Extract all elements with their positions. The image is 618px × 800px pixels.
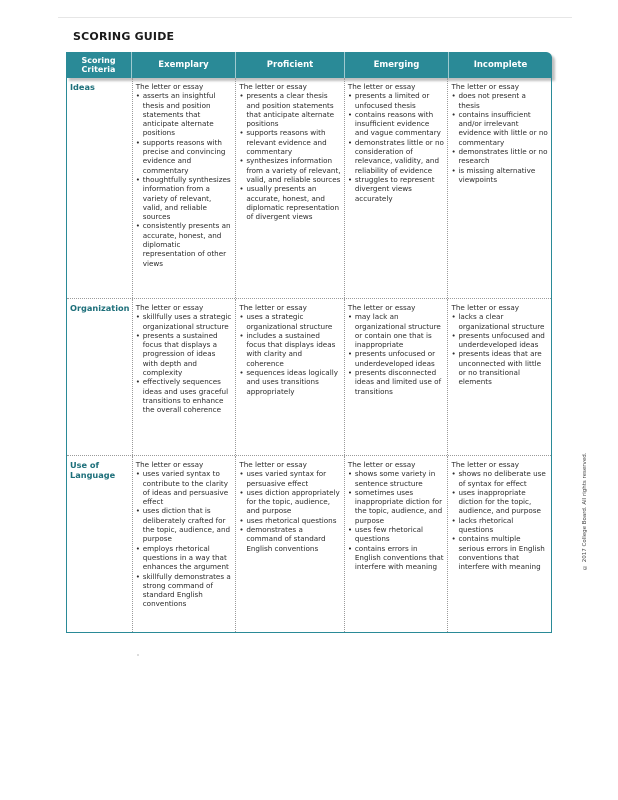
list-item: • presents unfocused or underdeveloped ideas bbox=[348, 349, 445, 368]
cell-exemplary bbox=[132, 78, 236, 298]
list-item: • effectively sequences ideas and uses graceful transitions to enhance the overall coherence bbox=[136, 377, 233, 414]
list-item: • uses diction that is deliberately crafted for the topic, audience, and purpose bbox=[136, 506, 233, 543]
criteria-list bbox=[451, 312, 548, 386]
list-item: • supports reasons with relevant evidence and commentary bbox=[239, 128, 341, 156]
criteria-list bbox=[239, 469, 341, 553]
list-item: • is missing alternative viewpoints bbox=[451, 166, 548, 185]
list-item: • sequences ideas logically and uses transitions appropriately bbox=[239, 368, 341, 396]
rubric-row bbox=[67, 455, 551, 632]
criteria-list bbox=[348, 91, 445, 203]
cell-lead-text: The letter or essay bbox=[135, 82, 204, 91]
list-item: • demonstrates little or no research bbox=[451, 147, 548, 166]
header-scoring-criteria: Scoring Criteria bbox=[81, 56, 116, 74]
cell-incomplete bbox=[447, 299, 551, 455]
cell-lead-text: The letter or essay bbox=[347, 460, 416, 469]
list-item: • sometimes uses inappropriate diction for the topic, audience, and purpose bbox=[348, 488, 445, 525]
list-item: • shows no deliberate use of syntax for effect bbox=[451, 469, 548, 488]
cell-incomplete bbox=[447, 456, 551, 632]
cell-lead-text: The letter or essay bbox=[135, 303, 204, 312]
criteria-list bbox=[136, 312, 233, 414]
cell-exemplary bbox=[132, 456, 236, 632]
list-item: • presents a limited or unfocused thesis bbox=[348, 91, 445, 110]
criteria-list bbox=[239, 91, 341, 221]
cell-exemplary bbox=[132, 299, 236, 455]
scoring-rubric bbox=[66, 52, 552, 633]
cell-lead-text: The letter or essay bbox=[347, 303, 416, 312]
cell-lead-text: The letter or essay bbox=[135, 460, 204, 469]
cell-lead-text: The letter or essay bbox=[347, 82, 416, 91]
criteria-list bbox=[239, 312, 341, 396]
criteria-list bbox=[136, 91, 233, 268]
list-item: • supports reasons with precise and convincing evidence and commentary bbox=[136, 138, 233, 175]
list-item: • presents ideas that are unconnected with little or no transitional elements bbox=[451, 349, 548, 386]
list-item: • uses varied syntax for persuasive effect bbox=[239, 469, 341, 488]
list-item: • contains errors in English conventions that interfere with meaning bbox=[348, 544, 445, 572]
header-proficient: Proficient bbox=[235, 52, 344, 78]
list-item: • uses inappropriate diction for the topic, audience, and purpose bbox=[451, 488, 548, 516]
list-item: • asserts an insightful thesis and position statements that anticipate alternate positions bbox=[136, 91, 233, 137]
rubric-row bbox=[67, 298, 551, 455]
list-item: • presents disconnected ideas and limited use of transitions bbox=[348, 368, 445, 396]
rubric-row bbox=[67, 78, 551, 298]
list-item: • uses varied syntax to contribute to the clarity of ideas and persuasive effect bbox=[136, 469, 233, 506]
page-mark bbox=[137, 654, 139, 656]
header-emerging: Emerging bbox=[344, 52, 448, 78]
list-item: • demonstrates little or no consideration of relevance, validity, and reliability of evidence bbox=[348, 138, 445, 175]
list-item: • presents a sustained focus that displays a progression of ideas with depth and complexity bbox=[136, 331, 233, 377]
list-item: • uses diction appropriately for the topic, audience, and purpose bbox=[239, 488, 341, 516]
criteria-label: Use of Language bbox=[70, 460, 116, 480]
list-item: • includes a sustained focus that displays ideas with clarity and coherence bbox=[239, 331, 341, 368]
cell-emerging bbox=[344, 78, 448, 298]
list-item: • usually presents an accurate, honest, and diplomatic representation of divergent views bbox=[239, 184, 341, 221]
list-item: • lacks rhetorical questions bbox=[451, 516, 548, 535]
cell-emerging bbox=[344, 456, 448, 632]
page-title: SCORING GUIDE bbox=[73, 30, 175, 43]
cell-lead-text: The letter or essay bbox=[239, 82, 307, 91]
list-item: • synthesizes information from a variety of relevant, valid, and reliable sources bbox=[239, 156, 341, 184]
criteria-list bbox=[348, 312, 445, 396]
criteria-list bbox=[451, 91, 548, 184]
list-item: • demonstrates a command of standard English conventions bbox=[239, 525, 341, 553]
criteria-list bbox=[451, 469, 548, 571]
cell-emerging bbox=[344, 299, 448, 455]
header-incomplete: Incomplete bbox=[448, 52, 552, 78]
cell-proficient bbox=[235, 78, 344, 298]
criteria-list bbox=[348, 469, 445, 571]
top-rule bbox=[58, 17, 572, 18]
list-item: • does not present a thesis bbox=[451, 91, 548, 110]
criteria-label: Ideas bbox=[70, 82, 95, 92]
cell-lead-text: The letter or essay bbox=[239, 460, 307, 469]
cell-proficient bbox=[235, 456, 344, 632]
criteria-label: Organization bbox=[70, 303, 130, 313]
list-item: • skillfully demonstrates a strong command of standard English conventions bbox=[136, 572, 233, 609]
criteria-list bbox=[136, 469, 233, 608]
rubric-header bbox=[66, 52, 552, 78]
cell-lead-text: The letter or essay bbox=[451, 460, 520, 469]
cell-lead-text: The letter or essay bbox=[451, 303, 520, 312]
list-item: • shows some variety in sentence structure bbox=[348, 469, 445, 488]
cell-incomplete bbox=[447, 78, 551, 298]
header-exemplary: Exemplary bbox=[131, 52, 235, 78]
rubric-body bbox=[66, 78, 552, 633]
list-item: • may lack an organizational structure or contain one that is inappropriate bbox=[348, 312, 445, 349]
cell-proficient bbox=[235, 299, 344, 455]
list-item: • contains insufficient and/or irrelevant evidence with little or no commentary bbox=[451, 110, 548, 147]
list-item: • lacks a clear organizational structure bbox=[451, 312, 548, 331]
list-item: • uses few rhetorical questions bbox=[348, 525, 445, 544]
list-item: • thoughtfully synthesizes information from a variety of relevant, valid, and reliable sources bbox=[136, 175, 233, 221]
list-item: • uses rhetorical questions bbox=[239, 516, 341, 525]
list-item: • contains multiple serious errors in English conventions that interfere with meaning bbox=[451, 534, 548, 571]
cell-lead-text: The letter or essay bbox=[451, 82, 520, 91]
list-item: • skillfully uses a strategic organizational structure bbox=[136, 312, 233, 331]
list-item: • employs rhetorical questions in a way that enhances the argument bbox=[136, 544, 233, 572]
list-item: • uses a strategic organizational structure bbox=[239, 312, 341, 331]
list-item: • struggles to represent divergent views accurately bbox=[348, 175, 445, 203]
cell-lead-text: The letter or essay bbox=[239, 303, 307, 312]
copyright-notice: © 2017 College Board. All rights reserved. bbox=[582, 452, 588, 570]
list-item: • consistently presents an accurate, honest, and diplomatic representation of other views bbox=[136, 221, 233, 267]
list-item: • contains reasons with insufficient evidence and vague commentary bbox=[348, 110, 445, 138]
list-item: • presents a clear thesis and position statements that anticipate alternate positions bbox=[239, 91, 341, 128]
list-item: • presents unfocused and underdeveloped ideas bbox=[451, 331, 548, 350]
